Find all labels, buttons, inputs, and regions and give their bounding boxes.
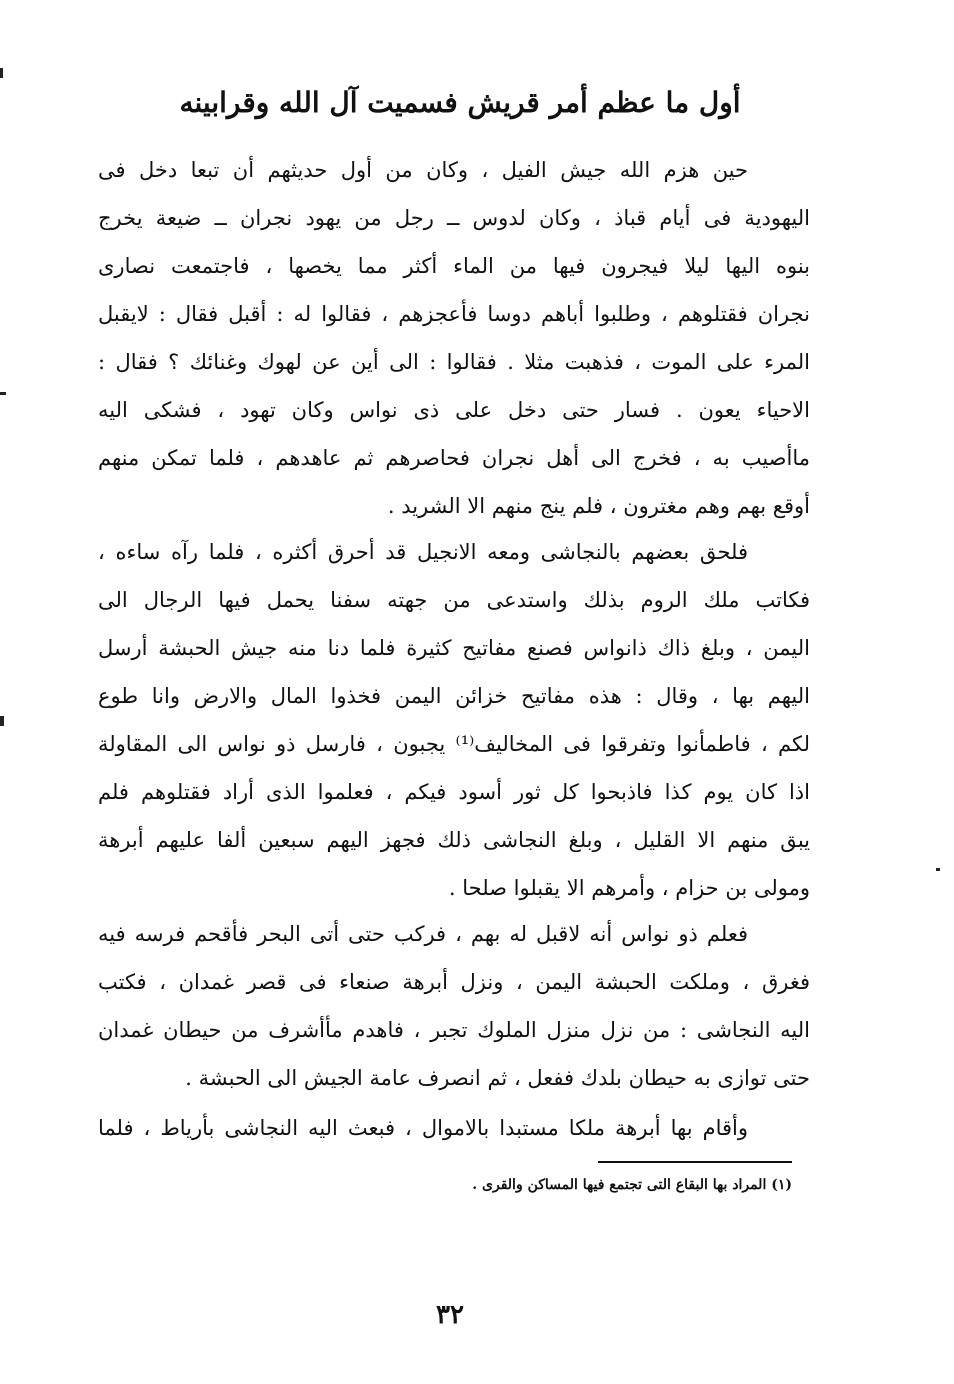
footnote-divider [598, 1161, 792, 1163]
margin-mark [0, 68, 3, 78]
text-line: المرء على الموت ، فذهبت مثلا . فقالوا : الى أين عن لهوك وغنائك ؟ فقال : [98, 350, 810, 374]
text-line: اذا كان يوم كذا فاذبحوا كل ثور أسود فيكم ، فعلموا الذى أراد فقتلوهم فلم [98, 780, 810, 804]
paragraph-1 [98, 146, 810, 530]
text-line: فعلم ذو نواس أنه لاقبل له بهم ، فركب حتى أتى البحر فأقحم فرسه فيه [98, 922, 748, 946]
text-line: نجران فقتلوهم ، وطلبوا أباهم دوسا فأعجزهم ، فقالوا له : أقبل فقال : لايقبل [98, 302, 810, 326]
text-line: الاحياء يعون . فسار حتى دخل على ذى نواس وكان تهود ، فشكى اليه [98, 398, 810, 422]
margin-mark [936, 868, 940, 871]
margin-mark [0, 716, 4, 726]
text-line: أوقع بهم وهم مغترون ، فلم ينج منهم الا الشريد . [387, 494, 810, 518]
chapter-title: أول ما عظم أمر قريش فسميت آل الله وقرابينه [179, 86, 741, 119]
text-line: اليمن ، وبلغ ذاك ذانواس فصنع مفاتيح كثيرة فلما دنا منه جيش الحبشة أرسل [98, 636, 810, 660]
text-line: اليه النجاشى : من نزل منزل الملوك تجبر ، فاهدم مأأشرف من حيطان غمدان [98, 1018, 810, 1042]
text-line: فكاتب ملك الروم بذلك واستدعى من جهته سفنا يحمل فيها الرجال الى [98, 588, 810, 612]
paragraph-4 [98, 1104, 810, 1152]
paragraph-3 [98, 910, 810, 1102]
footnote: (١) المراد بها البقاع التى تجتمع فيها المساكن والقرى . [472, 1177, 792, 1193]
text-line: اليهم بها ، وقال : هذه مفاتيح خزائن اليمن فخذوا المال والارض وانا طوع [98, 684, 810, 708]
text-line: حين هزم الله جيش الفيل ، وكان من أول حديثهم أن تبعا دخل فى [98, 158, 748, 182]
text-line: وأقام بها أبرهة ملكا مستبدا بالاموال ، فبعث اليه النجاشى بأرياط ، فلما [98, 1116, 748, 1140]
text-line: ومولى بن حزام ، وأمرهم الا يقبلوا صلحا . [448, 876, 810, 900]
text-line: اليهودية فى أيام قباذ ، وكان لدوس ــ رجل من يهود نجران ــ ضيعة يخرج [98, 206, 810, 230]
text-line: فلحق بعضهم بالنجاشى ومعه الانجيل قد أحرق أكثره ، فلما رآه ساءه ، [98, 540, 748, 564]
margin-mark [0, 392, 6, 395]
text-line: حتى توازى به حيطان بلدك ففعل ، ثم انصرف عامة الجيش الى الحبشة . [185, 1066, 810, 1090]
text-line: فغرق ، وملكت الحبشة اليمن ، ونزل أبرهة صنعاء فى قصر غمدان ، فكتب [98, 970, 810, 994]
text-line: ماأصيب به ، فخرج الى أهل نجران فحاصرهم ثم عاهدهم ، فلما تمكن منهم [98, 446, 810, 470]
text-line: بنوه اليها ليلا فيجرون فيها من الماء أكثر مما يخصها ، فاجتمعت نصارى [98, 254, 810, 278]
text-line: يبق منهم الا القليل ، وبلغ النجاشى ذلك فجهز اليهم سبعين ألفا عليهم أبرهة [98, 828, 810, 852]
paragraph-2 [98, 528, 810, 912]
page-number: ٣٢ [436, 1300, 464, 1330]
text-line: لكم ، فاطمأنوا وتفرقوا فى المخاليف⁽¹⁾ يجبون ، فارسل ذو نواس الى المقاولة [98, 732, 810, 756]
